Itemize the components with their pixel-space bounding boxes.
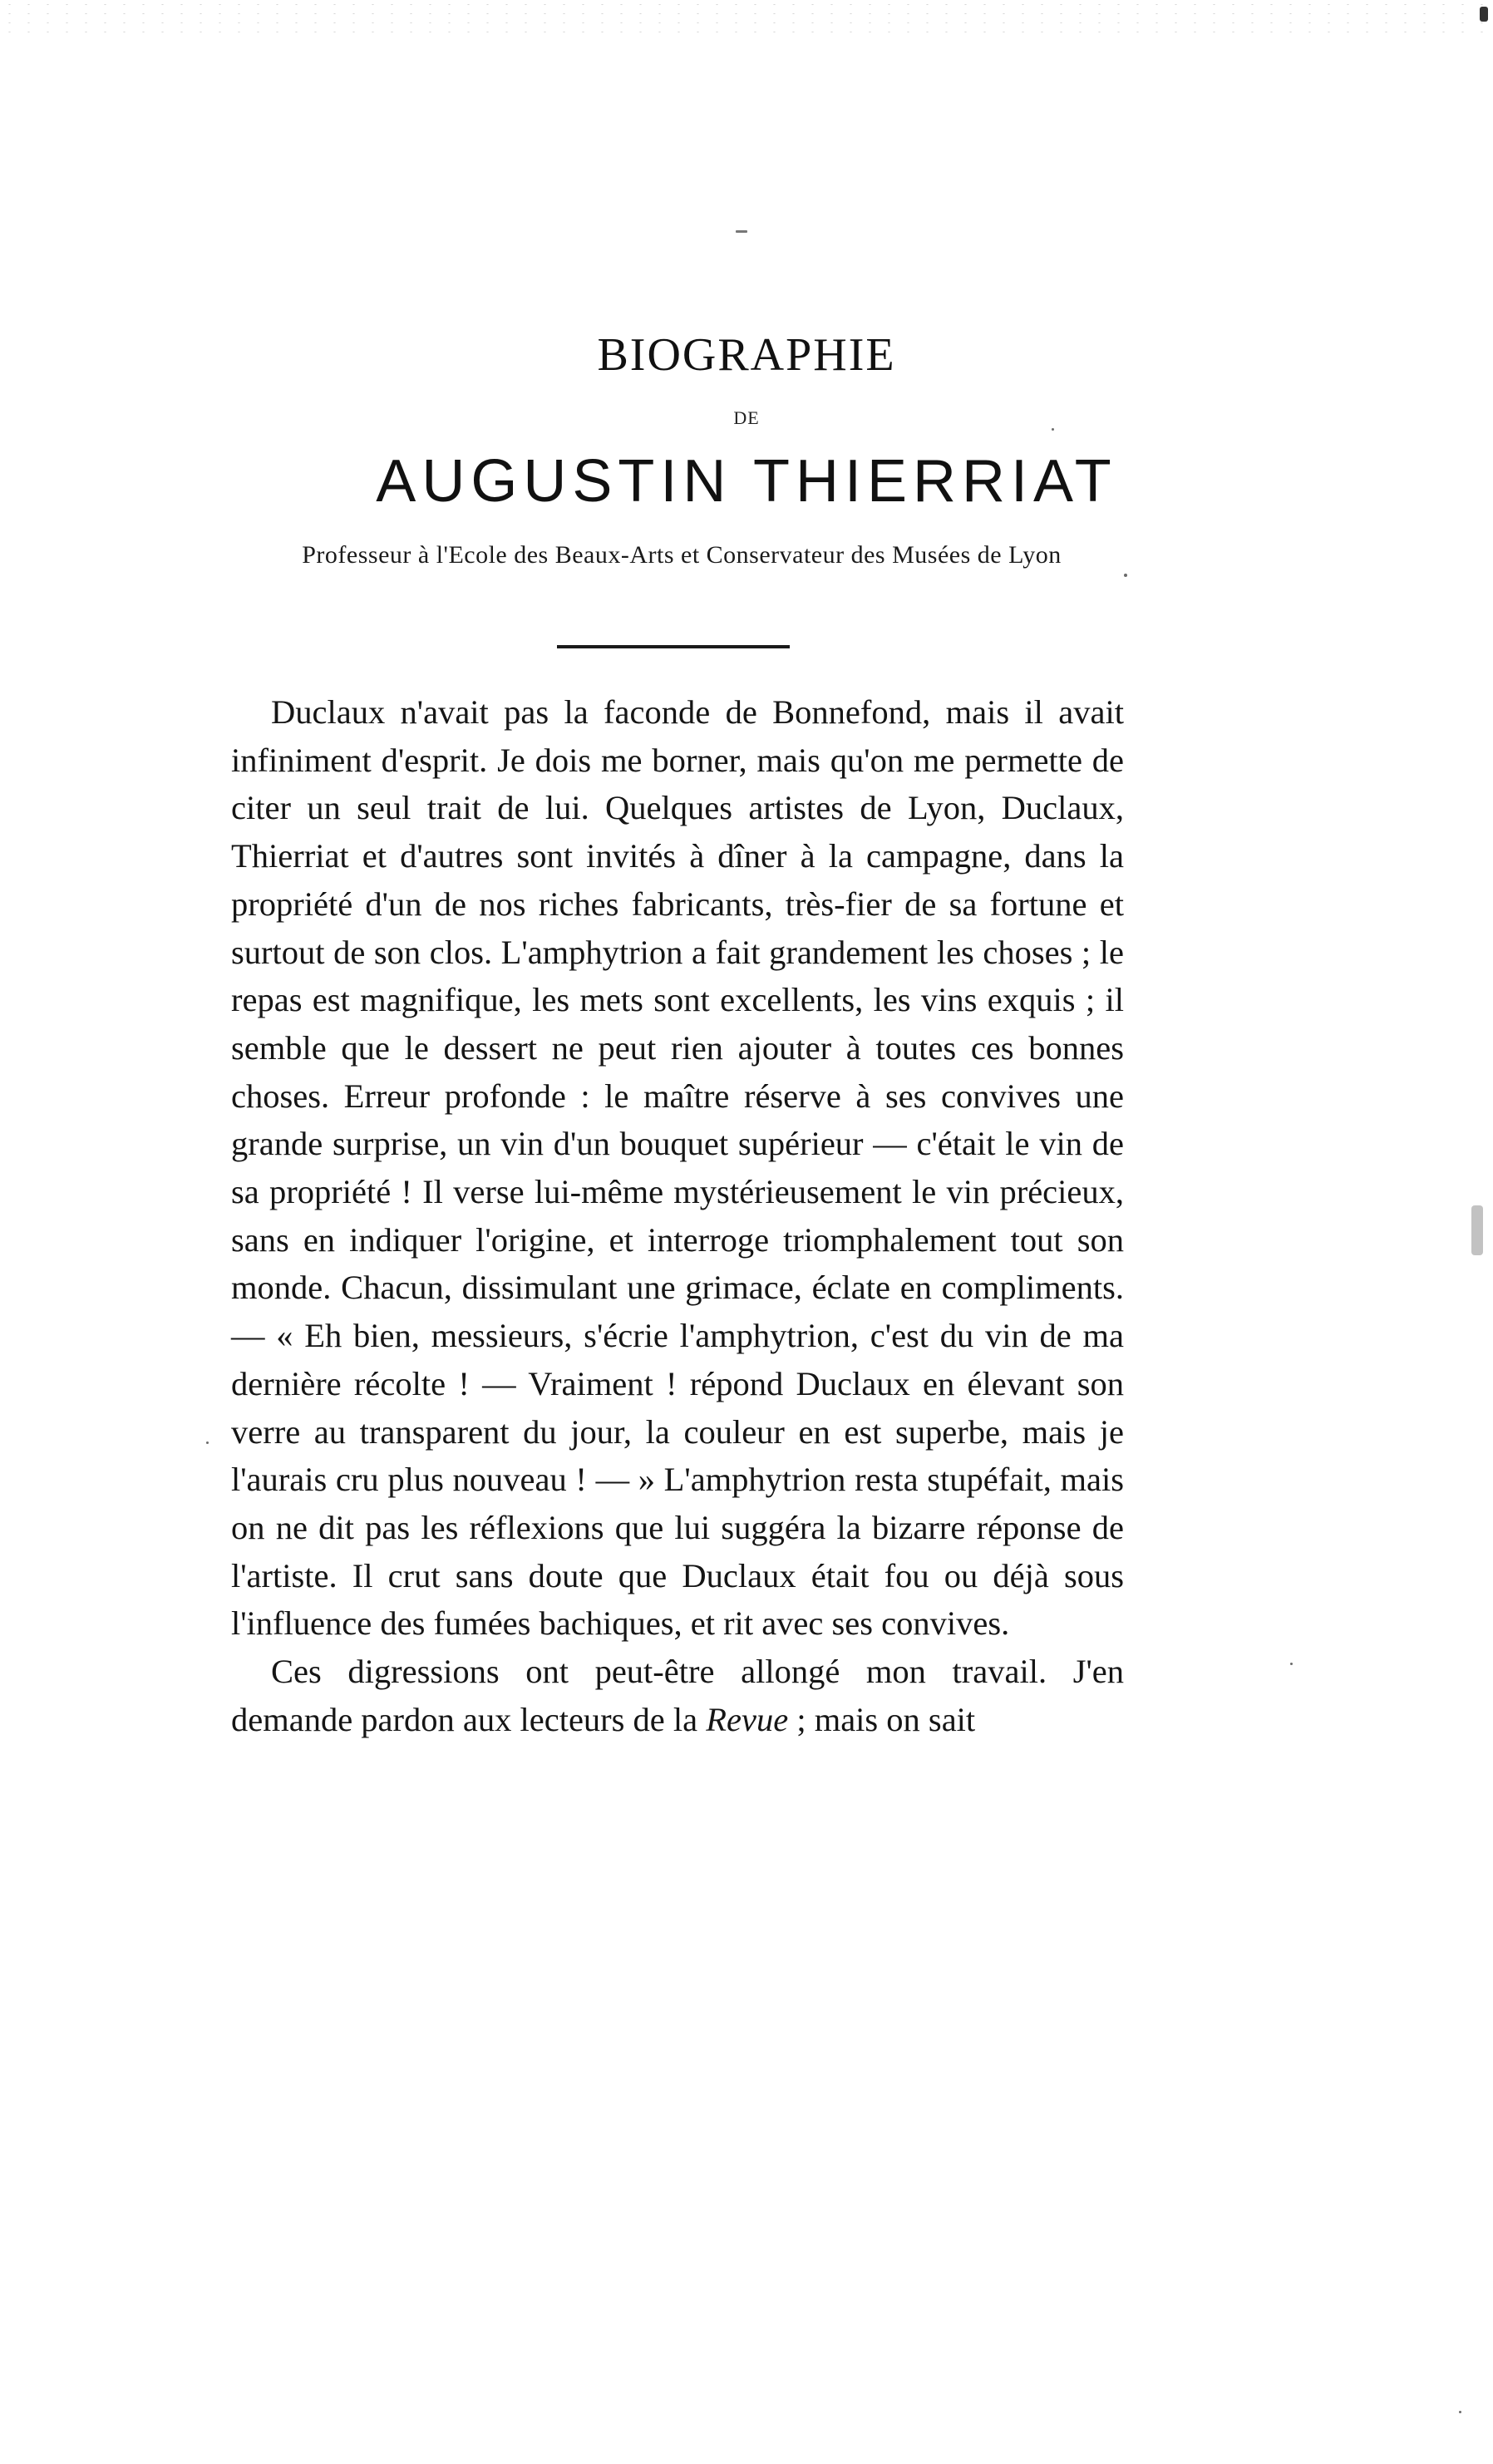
scan-speck	[1124, 574, 1127, 577]
paragraph: Duclaux n'avait pas la faconde de Bonnefond, mais il avait infiniment d'esprit. Je dois me borner, mais qu'on me permette de citer un seul trait de lui. Quelques artistes de Lyon, Duclaux, Thierriat et d'autres sont invités à dîner à la campagne, dans la propriété d'un de nos riches fabricants, très-fier de sa fortune et surtout de son clos. L'amphytrion a fait grandement les choses ; le repas est magnifique, les mets sont excellents, les vins exquis ; il semble que le dessert ne peut rien ajouter à toutes ces bonnes choses. Erreur profonde : le maître réserve à ses convives une grande surprise, un vin d'un bouquet supérieur — c'était le vin de sa propriété ! Il verse lui-même mystérieusement le vin précieux, sans en indiquer l'origine, et interroge triomphalement tout son monde. Chacun, dissimulant une grimace, éclate en compliments. — « Eh bien, messieurs, s'écrie l'amphytrion, c'est du vin de ma dernière récolte ! — Vraiment ! répond Duclaux en élevant son verre au transparent du jour, la couleur en est superbe, mais je l'aurais cru plus nouveau ! — » L'amphytrion resta stupéfait, mais on ne dit pas les réflexions que lui suggéra la bizarre réponse de l'artiste. Il crut sans doute que Duclaux était fou ou déjà sous l'influence des fumées bachiques, et rit avec ses convives.	[231, 693, 1124, 1643]
scan-speck	[1471, 1205, 1483, 1255]
paragraph-text: ; mais on sait	[788, 1700, 976, 1738]
biography-title: BIOGRAPHIE	[597, 329, 896, 381]
scan-speck	[1480, 7, 1488, 22]
scan-speck	[206, 1441, 209, 1444]
scan-speck	[1290, 1663, 1293, 1665]
subject-name: AUGUSTIN THIERRIAT	[376, 448, 1117, 515]
scan-speck	[1459, 2411, 1461, 2413]
paragraph-text: Ces digressions ont peut-être allongé mon travail. J'en demande pardon aux lecteurs de la	[231, 1653, 1124, 1738]
scan-edge-noise	[0, 0, 1493, 33]
paragraph	[231, 1648, 1124, 1743]
scan-speck	[736, 230, 747, 233]
body-text	[231, 688, 1124, 1743]
title-rule	[557, 645, 790, 648]
subject-subtitle: Professeur à l'Ecole des Beaux-Arts et Conservateur des Musées de Lyon	[302, 541, 1062, 569]
journal-title: Revue	[706, 1700, 789, 1738]
title-connector: DE	[733, 407, 760, 428]
